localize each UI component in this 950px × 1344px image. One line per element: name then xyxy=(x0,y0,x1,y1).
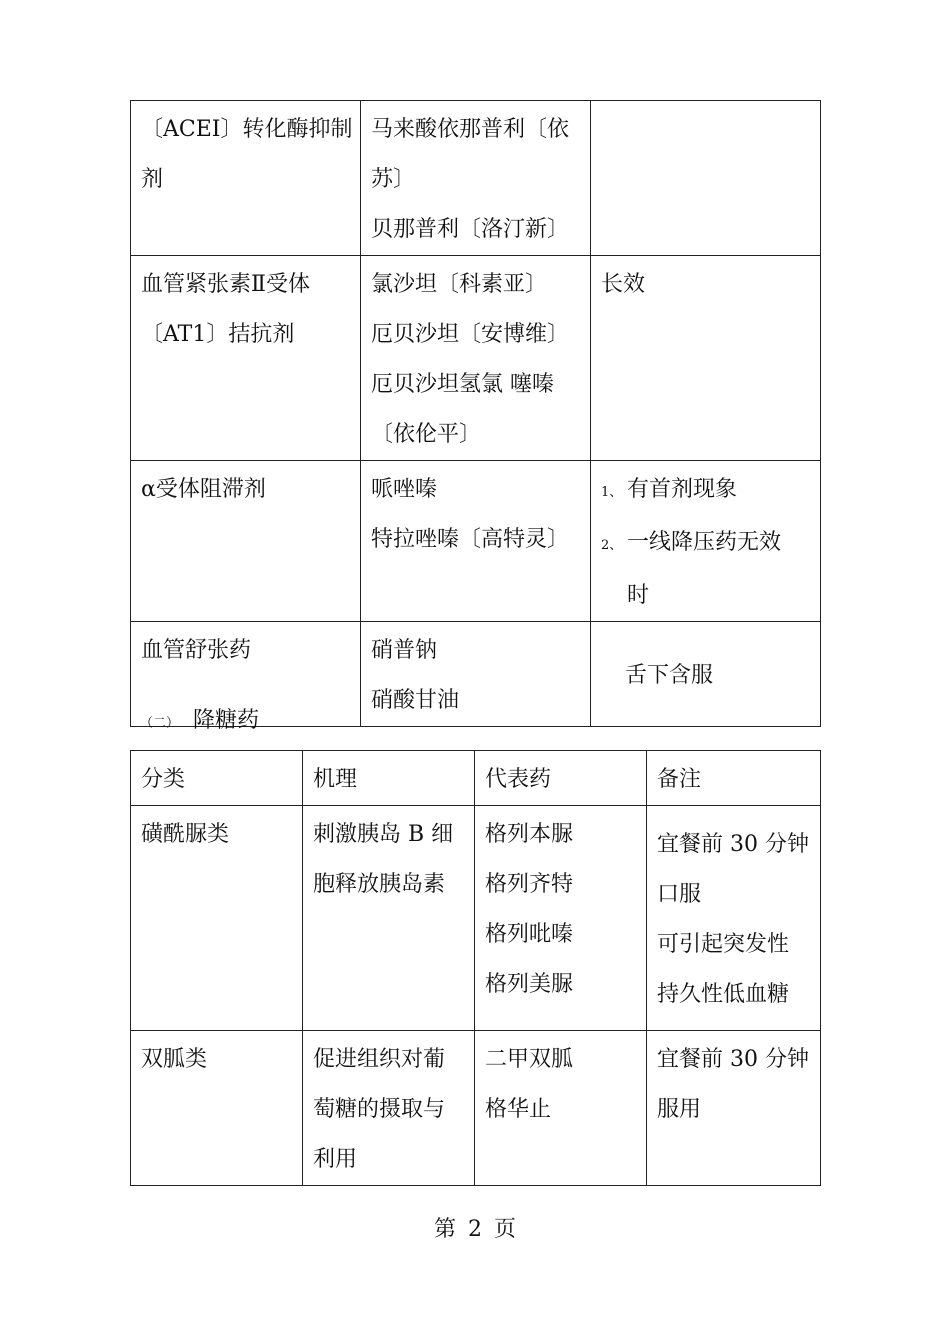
page-prefix: 第 xyxy=(433,1217,456,1242)
category-cell: α受体阻滞剂 xyxy=(131,461,361,622)
notes-cell: 舌下含服 xyxy=(591,622,821,727)
drugs-cell: 硝普钠 硝酸甘油 xyxy=(361,622,591,727)
category-cell: 〔ACEI〕转化酶抑制 剂 xyxy=(131,101,361,256)
notes-cell: 宜餐前 30 分钟 服用 xyxy=(647,1031,821,1186)
table-row xyxy=(131,806,821,1031)
table-header-row xyxy=(131,751,821,806)
category-cell: 血管舒张药 xyxy=(131,622,361,727)
table-row xyxy=(131,101,821,256)
category-cell: 双胍类 xyxy=(131,1031,303,1186)
category-cell: 磺酰脲类 xyxy=(131,806,303,1031)
header-cell: 代表药 xyxy=(475,751,647,806)
page-footer xyxy=(0,1212,950,1248)
table-row xyxy=(131,256,821,461)
header-cell: 机理 xyxy=(303,751,475,806)
notes-cell xyxy=(591,101,821,256)
header-cell: 备注 xyxy=(647,751,821,806)
drugs-cell: 格列本脲 格列齐特 格列吡嗪 格列美脲 xyxy=(475,806,647,1031)
mechanism-cell: 刺激胰岛 B 细 胞释放胰岛素 xyxy=(303,806,475,1031)
drugs-cell: 哌唑嗪 特拉唑嗪〔高特灵〕 xyxy=(361,461,591,622)
antihypertensive-table xyxy=(130,100,821,727)
mechanism-cell: 促进组织对葡 萄糖的摄取与 利用 xyxy=(303,1031,475,1186)
section-marker: （二） xyxy=(140,716,180,731)
notes-cell: 长效 xyxy=(591,256,821,461)
table-row xyxy=(131,461,821,622)
section-title: 降糖药 xyxy=(193,708,260,733)
page-suffix: 页 xyxy=(494,1217,517,1242)
header-cell: 分类 xyxy=(131,751,303,806)
notes-cell: 宜餐前 30 分钟 口服 可引起突发性 持久性低血糖 xyxy=(647,806,821,1031)
hypoglycemic-table xyxy=(130,750,821,1186)
section-heading xyxy=(140,704,259,741)
page-number: 2 xyxy=(468,1217,482,1242)
drugs-cell: 马来酸依那普利〔依 苏〕 贝那普利〔洛汀新〕 xyxy=(361,101,591,256)
drugs-cell: 二甲双胍 格华止 xyxy=(475,1031,647,1186)
drugs-cell: 氯沙坦〔科素亚〕 厄贝沙坦〔安博维〕 厄贝沙坦氢氯 噻嗪 〔依伦平〕 xyxy=(361,256,591,461)
category-cell: 血管紧张素Ⅱ受体 〔AT1〕拮抗剂 xyxy=(131,256,361,461)
notes-cell: 1、 有首剂现象 2、 一线降压药无效 时 xyxy=(591,461,821,622)
table-row xyxy=(131,1031,821,1186)
